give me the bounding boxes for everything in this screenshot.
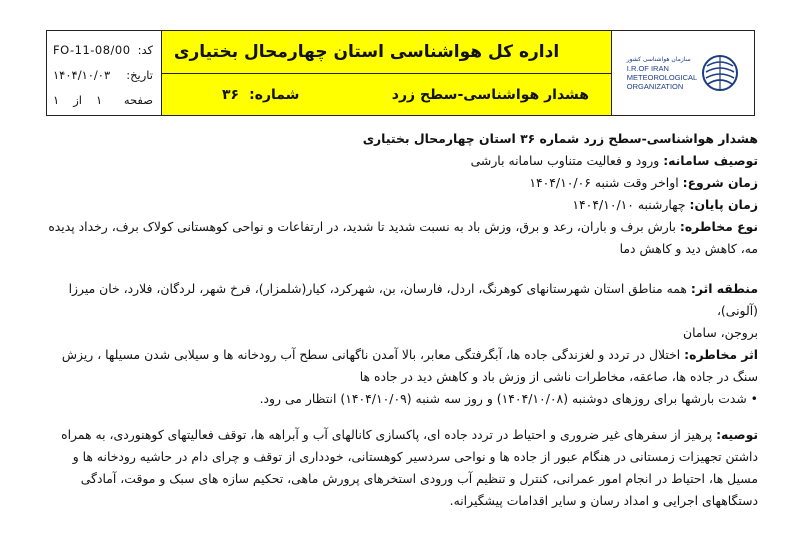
advice-value-line2: داشتن تجهیزات زمستانی در هنگام عبور از جاده ها و نواحی سردسیر کوهستانی، خودداری از توقف و چرای دام در حاشیه رودخانه ها و [72, 449, 758, 464]
date-row [53, 62, 153, 87]
advice-value-line1: پرهیز از سفرهای غیر ضروری و احتیاط در تردد جاده ای، پاکسازی کانالهای آب و آبراهه ها، توقف فعالیتهای کوهنوردی، به همراه [61, 427, 713, 442]
end-label: زمان پایان: [689, 197, 758, 212]
warning-body [30, 128, 758, 512]
logo-en-line2: METEOROLOGICAL [626, 73, 698, 82]
hazard-value-line2: مه، کاهش دید و کاهش دما [619, 241, 758, 256]
document-title: هشدار هواشناسی-سطح زرد شماره ۳۶ استان چهارمحال بختیاری [362, 131, 758, 146]
hazard-label: نوع مخاطره: [679, 219, 758, 234]
advice-value-line3: مسیل ها، احتیاط در انجام امور عمرانی، کنترل و تنظیم آب ورودی استخرهای پرورش ماهی، تحکیم سازه های سبک و موقت، آمادگی [80, 471, 758, 486]
impact-value-line3: • شدت بارشها برای روزهای دوشنبه (۱۴۰۴/۱۰/۰۸) و روز سه شنبه (۱۴۰۴/۱۰/۰۹) انتظار می رود. [259, 391, 758, 406]
page-indicator [53, 93, 102, 107]
description-label: توصیف سامانه: [663, 153, 758, 168]
advice-value-line4: دستگاههای اجرایی و امداد رسان و سایر اقدامات پیشگیرانه. [449, 493, 758, 508]
description-value: ورود و فعالیت متناوب سامانه بارشی [470, 153, 660, 168]
organization-logo [612, 31, 754, 115]
warning-subtitle: هشدار هواشناسی-سطح زرد [391, 86, 589, 103]
start-label: زمان شروع: [682, 175, 758, 190]
impact-value-line1: اختلال در تردد و لغزندگی جاده ها، آبگرفتگی معابر، بالا آمدن ناگهانی سطح آب رودخانه ها و سیلابی شدن مسیلها ، ریزش [61, 347, 681, 362]
affected-area [30, 278, 758, 322]
meteorology-emblem-icon [701, 52, 739, 94]
recommendation [30, 424, 758, 446]
warning-number [222, 87, 299, 103]
code-label: کد: [137, 42, 153, 57]
logo-en-line3: ORGANIZATION [626, 82, 684, 91]
page-row [53, 87, 153, 112]
hazard-value-line1: بارش برف و باران، رعد و برق، وزش باد به نسبت شدید تا شدید، در ارتفاعات و نواحی کوهستانی کولاک برف، رخداد پدیده [48, 219, 676, 234]
document-meta-box [47, 31, 162, 115]
number-label: شماره: [249, 86, 300, 103]
hazard-type [30, 216, 758, 238]
advice-label: توصیه: [716, 427, 758, 442]
start-time [30, 172, 758, 194]
start-value: اواخر وقت شنبه ۱۴۰۴/۱۰/۰۶ [529, 175, 679, 190]
area-value-line2: بروجن، سامان [683, 325, 758, 340]
organization-title: اداره کل هواشناسی استان چهارمحال بختیاری [162, 31, 611, 74]
code-row [53, 37, 153, 62]
system-description [30, 150, 758, 172]
area-value-line1: همه مناطق استان شهرستانهای کوهرنگ، اردل، فارسان، بن، شهرکرد، کیار(شلمزار)، فرخ شهر، لردگان، فلارد، خان میرزا (آلونی)، [68, 281, 758, 318]
warning-subtitle-row [162, 74, 611, 115]
date-label: تاریخ: [126, 67, 153, 82]
end-time [30, 194, 758, 216]
header-title-block [162, 31, 612, 115]
page-current: ۱ [95, 92, 103, 107]
code-value: FO-11-08/00 [53, 42, 131, 57]
page-of: از [73, 92, 82, 107]
impact-label: اثر مخاطره: [684, 347, 758, 362]
impact-value-line2: سنگ در جاده ها، صاعقه، مخاطرات ناشی از وزش باد و کاهش دید در جاده ها [359, 369, 758, 384]
logo-fa-line: سازمان هواشناسی کشور [626, 56, 691, 63]
number-value: ۳۶ [222, 86, 240, 103]
logo-en-line1: I.R.OF IRAN [626, 64, 669, 73]
logo-text [627, 55, 697, 91]
date-value: ۱۴۰۴/۱۰/۰۳ [53, 67, 111, 82]
document-header [46, 30, 755, 116]
area-label: منطقه اثر: [690, 281, 758, 296]
page-total: ۱ [53, 92, 60, 107]
end-value: چهارشنبه ۱۴۰۴/۱۰/۱۰ [572, 197, 686, 212]
page-label: صفحه [123, 92, 153, 107]
hazard-impact [30, 344, 758, 366]
